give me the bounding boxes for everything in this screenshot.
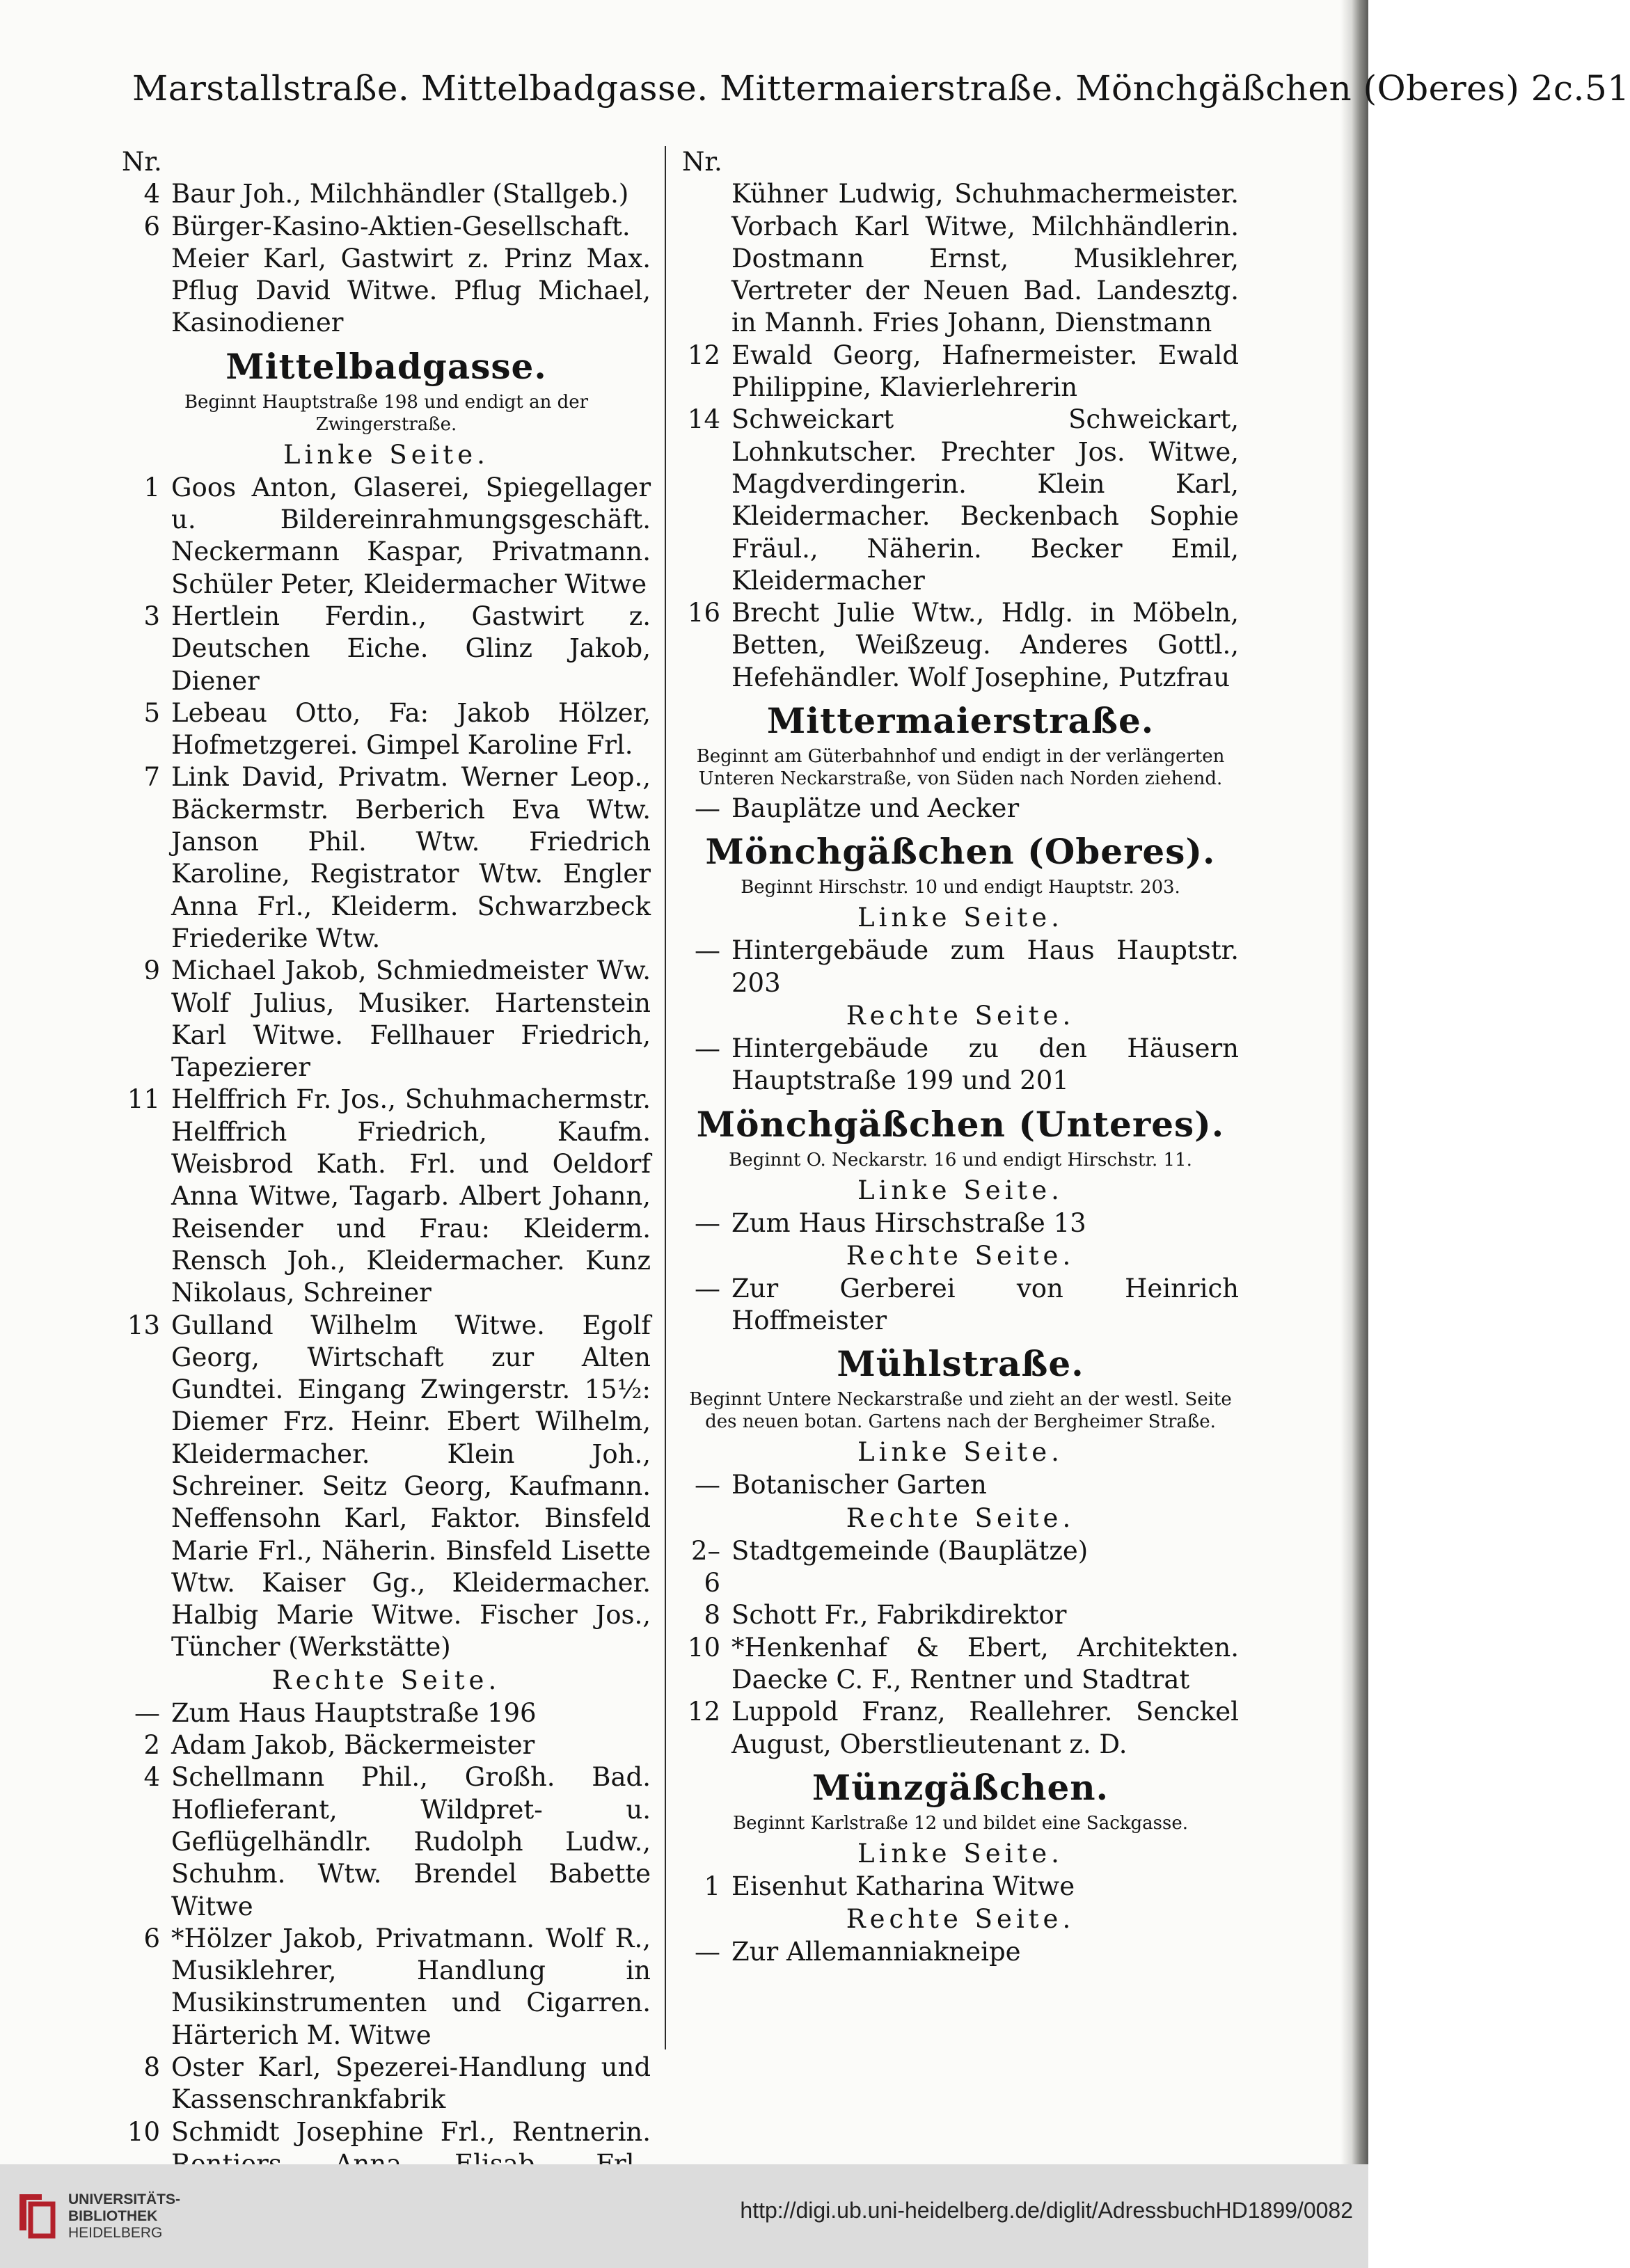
side-heading-right: Rechte Seite. — [846, 1904, 1075, 1935]
entry-text: Schellmann Phil., Großh. Bad. Hoflieferant, Wildpret- u. Geflügelhändlr. Rudolph Ludw., Schuhm. Wtw. Brendel Babette Witwe — [171, 1762, 651, 1921]
street-note: Beginnt am Güterbahnhof und endigt in der verlängerten Unteren Neckarstraße, von Süden nach Norden ziehend. — [696, 746, 1225, 790]
street-title-mittermaierstrasse: Mittermaierstraße. — [766, 700, 1155, 742]
house-number: 12 — [687, 1697, 720, 1727]
list-item — [682, 178, 1239, 339]
entry-text: Zur Gerberei von Heinrich Hoffmeister — [731, 1273, 1239, 1336]
house-number: 12 — [687, 340, 720, 370]
list-item — [682, 1033, 1239, 1097]
side-heading-right: Rechte Seite. — [846, 1502, 1075, 1533]
list-item — [122, 955, 651, 1084]
house-number: 14 — [687, 404, 720, 435]
entry-text: Ewald Georg, Hafnermeister. Ewald Philippine, Klavierlehrerin — [731, 340, 1239, 403]
list-item — [682, 1632, 1239, 1697]
street-title-mittelbadgasse: Mittelbadgasse. — [225, 345, 547, 387]
entry-text: Hertlein Ferdin., Gastwirt z. Deutschen Eiche. Glinz Jakob, Diener — [171, 601, 651, 696]
library-name-line: BIBLIOTHEK — [68, 2207, 158, 2224]
library-name-line: UNIVERSITÄTS- — [68, 2191, 181, 2207]
nr-label: Nr. — [682, 147, 722, 177]
house-number: 8 — [143, 2052, 160, 2083]
house-number: — — [695, 1207, 720, 1238]
entry-text: *Henkenhaf & Ebert, Architekten. Daecke C. F., Rentner und Stadtrat — [731, 1632, 1239, 1695]
house-number: 8 — [704, 1600, 720, 1631]
permalink-url[interactable]: http://digi.ub.uni-heidelberg.de/diglit/AdressbuchHD1899/0082 — [740, 2198, 1353, 2223]
house-number: — — [134, 1697, 160, 1728]
house-number — [682, 178, 731, 339]
street-title-moenchgaesschen-oberes: Mönchgäßchen (Oberes). — [705, 831, 1216, 873]
entry-text: Hintergebäude zum Haus Hauptstr. 203 — [731, 935, 1239, 998]
library-seal-icon — [14, 2190, 58, 2243]
house-number: 6 — [143, 211, 160, 241]
right-column — [682, 146, 1239, 2053]
house-number: 1 — [143, 472, 160, 502]
entry-text: Schweickart Schweickart, Lohnkutscher. Prechter Jos. Witwe, Magdverdingerin. Klein Karl, Kleidermacher. Beckenbach Sophie Fräul., Näherin. Becker Emil, Kleidermacher — [731, 404, 1239, 596]
page-edge-shadow — [1340, 0, 1368, 2164]
house-number: — — [695, 1033, 720, 1063]
list-item — [122, 178, 651, 210]
entry-text: Zum Haus Hauptstraße 196 — [171, 1697, 537, 1728]
list-item — [682, 1936, 1239, 1968]
house-number: 2–6 — [690, 1535, 720, 1599]
entry-text: Zum Haus Hirschstraße 13 — [731, 1207, 1086, 1238]
list-item — [682, 1871, 1239, 1903]
entry-text: Bürger-Kasino-Aktien-Gesellschaft. Meier Karl, Gastwirt z. Prinz Max. Pflug David Witwe. Pflug Michael, Kasinodiener — [171, 211, 651, 338]
list-item — [682, 1535, 1239, 1600]
house-number: 16 — [687, 598, 720, 628]
entry-text: Bauplätze und Aecker — [731, 793, 1020, 824]
street-title-muehlstrasse: Mühlstraße. — [837, 1343, 1084, 1385]
list-item — [122, 1310, 651, 1664]
list-item — [122, 601, 651, 697]
running-head-title: Marstallstraße. Mittelbadgasse. Mittermaierstraße. Mönchgäßchen (Oberes) 2c. — [132, 68, 1585, 109]
house-number: 10 — [687, 1632, 720, 1663]
entry-text: Hintergebäude zu den Häusern Hauptstraße 199 und 201 — [731, 1033, 1239, 1096]
list-item — [122, 1761, 651, 1922]
house-number: — — [695, 1470, 720, 1500]
list-item — [682, 1696, 1239, 1761]
street-title-moenchgaesschen-unteres: Mönchgäßchen (Unteres). — [696, 1103, 1225, 1145]
entry-text: Zur Allemanniakneipe — [731, 1937, 1021, 1967]
list-item — [122, 697, 651, 762]
entry-text: Gulland Wilhelm Witwe. Egolf Georg, Wirtschaft zur Alten Gundtei. Eingang Zwingerstr. 15½: Diemer Frz. Heinr. Ebert Wilhelm, Kleidermacher. Klein Joh., Schreiner. Seitz Georg, Kaufmann. Neffensohn Karl, Faktor. Binsfeld Marie Frl., Näherin. Binsfeld Lisette Wtw. Kaiser Gg., Kleidermacher. Halbig Marie Witwe. Fischer Jos., Tüncher (Werkstätte) — [171, 1310, 651, 1663]
house-number: 13 — [127, 1310, 160, 1340]
list-item — [682, 597, 1239, 694]
house-number: 1 — [704, 1871, 720, 1901]
house-number: 4 — [143, 179, 160, 209]
entry-text: Michael Jakob, Schmiedmeister Ww. Wolf Julius, Musiker. Hartenstein Karl Witwe. Fellhauer Friedrich, Tapezierer — [171, 955, 651, 1083]
house-number: 3 — [143, 601, 160, 631]
side-heading-left: Linke Seite. — [857, 1838, 1063, 1869]
viewer-footer — [0, 2164, 1368, 2268]
street-note: Beginnt O. Neckarstr. 16 und endigt Hirschstr. 11. — [729, 1149, 1192, 1171]
entry-text: Eisenhut Katharina Witwe — [731, 1871, 1075, 1901]
street-title-muenzgaesschen: Münzgäßchen. — [812, 1766, 1109, 1808]
entry-text: Link David, Privatm. Werner Leop., Bäckermstr. Berberich Eva Wtw. Janson Phil. Wtw. Friedrich Karoline, Registrator Wtw. Engler Anna Frl., Kleiderm. Schwarzbeck Friederike Wtw. — [171, 762, 651, 953]
house-number: 10 — [127, 2116, 160, 2147]
list-item — [682, 793, 1239, 825]
list-item — [122, 1923, 651, 2052]
list-item — [682, 1207, 1239, 1239]
list-item — [682, 1273, 1239, 1338]
left-column — [122, 146, 651, 2147]
entry-text: Goos Anton, Glaserei, Spiegellager u. Bildereinrahmungsgeschäft. Neckermann Kaspar, Privatmann. Schüler Peter, Kleidermacher Witwe — [171, 472, 651, 599]
entry-text: Stadtgemeinde (Bauplätze) — [731, 1535, 1089, 1566]
entry-text: Helffrich Fr. Jos., Schuhmachermstr. Helffrich Friedrich, Kaufm. Weisbrod Kath. Frl. und Oeldorf Anna Witwe, Tagarb. Albert Johann, Reisender und Frau: Kleiderm. Rensch Joh., Kleidermacher. Kunz Nikolaus, Schreiner — [171, 1084, 651, 1308]
house-number: 7 — [143, 762, 160, 793]
list-item — [682, 1599, 1239, 1631]
street-note: Beginnt Untere Neckarstraße und zieht an der westl. Seite des neuen botan. Gartens nach der Bergheimer Straße. — [689, 1389, 1232, 1433]
entry-text: Baur Joh., Milchhändler (Stallgeb.) — [171, 179, 629, 209]
entry-text: Brecht Julie Wtw., Hdlg. in Möbeln, Betten, Weißzeug. Anderes Gottl., Hefehändler. Wolf Josephine, Putzfrau — [731, 598, 1239, 692]
page-number: 51 — [1584, 68, 1630, 109]
entry-text: Luppold Franz, Reallehrer. Senckel August, Oberstlieutenant z. D. — [731, 1697, 1239, 1759]
library-logo[interactable] — [14, 2190, 180, 2243]
house-number: 2 — [143, 1730, 160, 1761]
list-item — [122, 2052, 651, 2116]
library-name-line: HEIDELBERG — [68, 2224, 163, 2241]
side-heading-left: Linke Seite. — [283, 439, 489, 470]
house-number: 6 — [143, 1923, 160, 1953]
entry-text: Botanischer Garten — [731, 1470, 987, 1500]
list-item — [122, 1729, 651, 1761]
street-note: Beginnt Hauptstraße 198 und endigt an der Zwingerstraße. — [184, 391, 589, 435]
entry-text: Adam Jakob, Bäckermeister — [171, 1730, 535, 1761]
list-item — [122, 1084, 651, 1309]
house-number: — — [695, 793, 720, 824]
house-number: — — [695, 1273, 720, 1303]
list-item — [682, 935, 1239, 999]
street-note: Beginnt Karlstraße 12 und bildet eine Sackgasse. — [732, 1812, 1189, 1834]
house-number: 11 — [127, 1084, 160, 1115]
library-name — [68, 2191, 180, 2242]
column-divider — [665, 146, 666, 2049]
list-item — [682, 404, 1239, 597]
side-heading-right: Rechte Seite. — [846, 1240, 1075, 1271]
house-number: — — [695, 1937, 720, 1967]
entry-text: Oster Karl, Spezerei-Handlung und Kassenschrankfabrik — [171, 2052, 651, 2115]
house-number: — — [695, 935, 720, 966]
side-heading-right: Rechte Seite. — [271, 1665, 501, 1695]
list-item — [682, 340, 1239, 404]
list-item — [682, 1469, 1239, 1501]
entry-text: *Hölzer Jakob, Privatmann. Wolf R., Musiklehrer, Handlung in Musikinstrumenten und Cigarren. Härterich M. Witwe — [171, 1923, 651, 2050]
side-heading-right: Rechte Seite. — [846, 1000, 1075, 1031]
side-heading-left: Linke Seite. — [857, 1437, 1063, 1468]
side-heading-left: Linke Seite. — [857, 1175, 1063, 1205]
entry-text: Schott Fr., Fabrikdirektor — [731, 1600, 1067, 1631]
entry-text: Kühner Ludwig, Schuhmachermeister. Vorbach Karl Witwe, Milchhändlerin. Dostmann Ernst, Musiklehrer, Vertreter der Neuen Bad. Landesztg. in Mannh. Fries Johann, Dienstmann — [731, 179, 1239, 338]
house-number: 9 — [143, 955, 160, 986]
list-item — [122, 761, 651, 955]
side-heading-left: Linke Seite. — [857, 903, 1063, 933]
list-item — [122, 1697, 651, 1729]
nr-label: Nr. — [122, 147, 162, 177]
list-item — [122, 211, 651, 340]
entry-text: Lebeau Otto, Fa: Jakob Hölzer, Hofmetzgerei. Gimpel Karoline Frl. — [171, 697, 651, 761]
house-number: 5 — [143, 697, 160, 728]
entry-text: Schmidt Josephine Frl., Rentnerin. — [171, 2116, 651, 2147]
running-head — [132, 68, 1630, 109]
street-note: Beginnt Hirschstr. 10 und endigt Hauptstr. 203. — [741, 877, 1180, 898]
house-number: 4 — [143, 1762, 160, 1793]
list-item — [122, 472, 651, 601]
